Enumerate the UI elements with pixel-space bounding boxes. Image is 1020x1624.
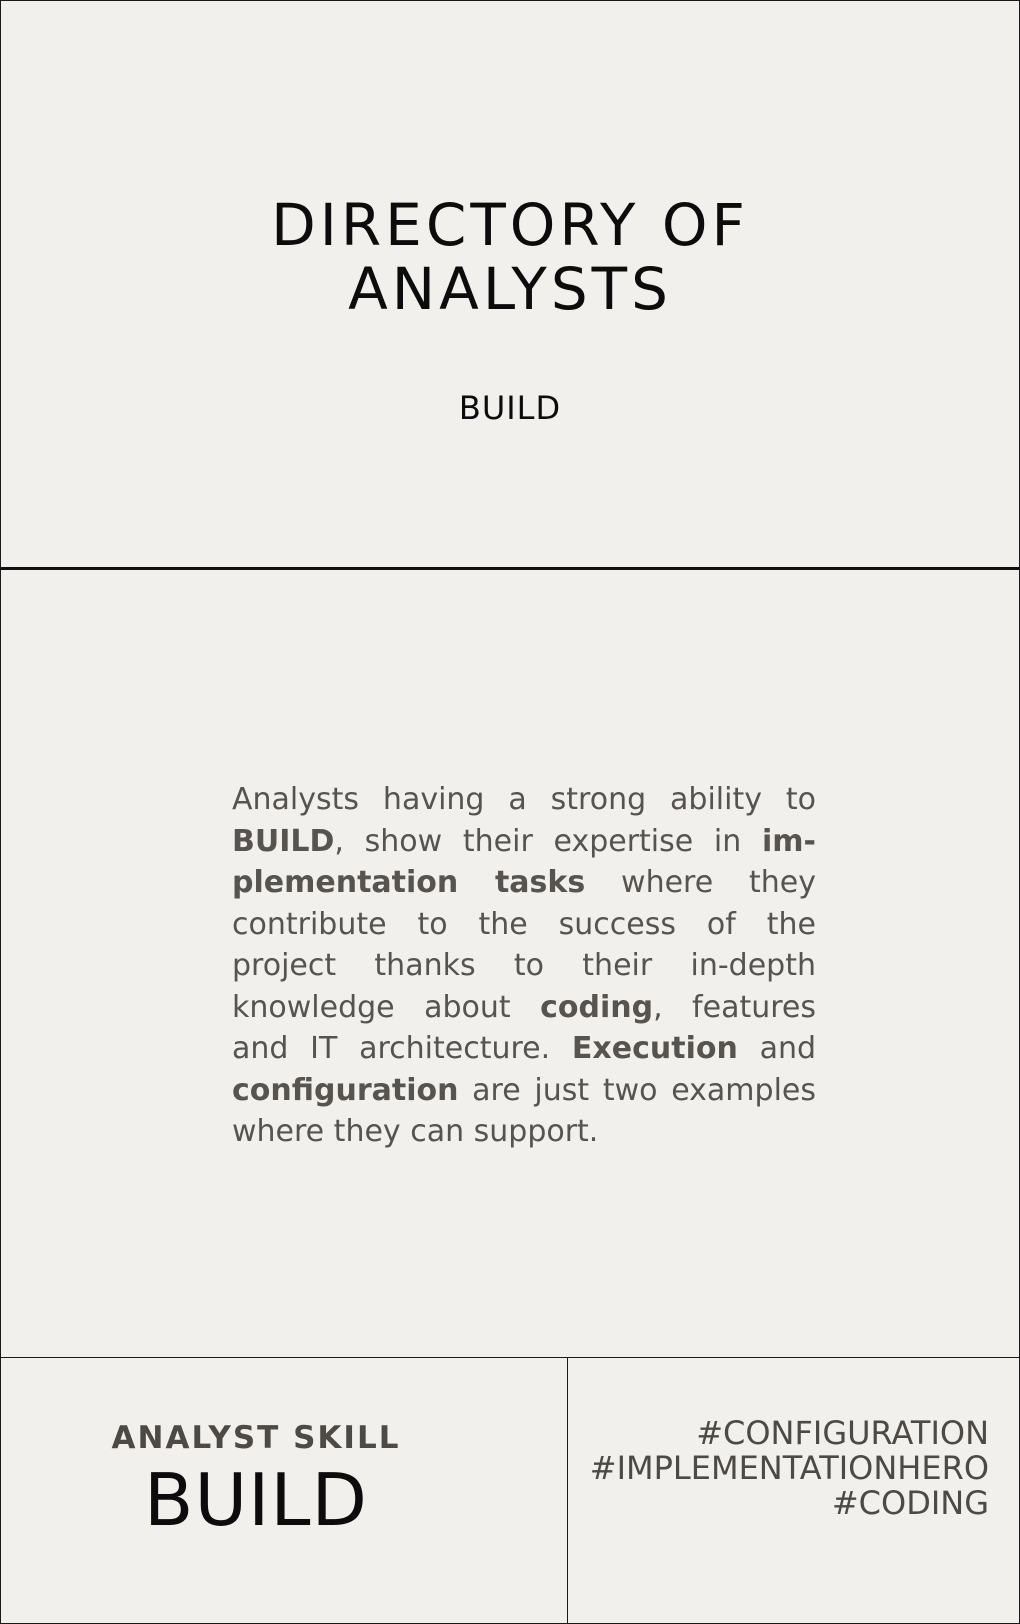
- title-line-1: DIRECTORY OF: [271, 191, 749, 259]
- tags-panel: [568, 1358, 1019, 1624]
- text-segment: and: [737, 1031, 817, 1066]
- text-segment-bold: coding: [540, 989, 654, 1025]
- page-title: [1, 193, 1019, 321]
- text-segment-bold: configuration: [232, 1072, 459, 1108]
- skill-panel: [1, 1358, 568, 1624]
- text-segment-bold: Execution: [571, 1031, 738, 1066]
- text-segment: are just two examples where they can support.: [232, 1072, 816, 1149]
- text-segment-bold: implementation tasks: [232, 823, 816, 900]
- card-footer: [1, 1357, 1019, 1624]
- tag-item: #CONFIGURATION: [696, 1414, 989, 1452]
- skill-name: BUILD: [144, 1458, 368, 1542]
- tag-item: #IMPLEMENTATIONHERO: [589, 1449, 989, 1487]
- page-subtitle: BUILD: [458, 389, 562, 427]
- tag-list: [590, 1416, 989, 1521]
- text-segment-bold: BUILD: [232, 823, 335, 859]
- text-segment: , features and IT architecture.: [232, 989, 816, 1066]
- tag-item: #CODING: [831, 1484, 989, 1522]
- text-segment: Analysts having a strong ability to: [232, 782, 816, 817]
- text-segment: , show their expertise in: [334, 823, 762, 859]
- card-header: [1, 1, 1019, 570]
- title-line-2: ANALYSTS: [348, 255, 672, 323]
- text-segment: where they contribute to the success of the project thanks to their in-depth knowledge about: [232, 865, 816, 1025]
- skill-label: ANALYST SKILL: [111, 1420, 401, 1456]
- description-paragraph: [232, 779, 816, 1153]
